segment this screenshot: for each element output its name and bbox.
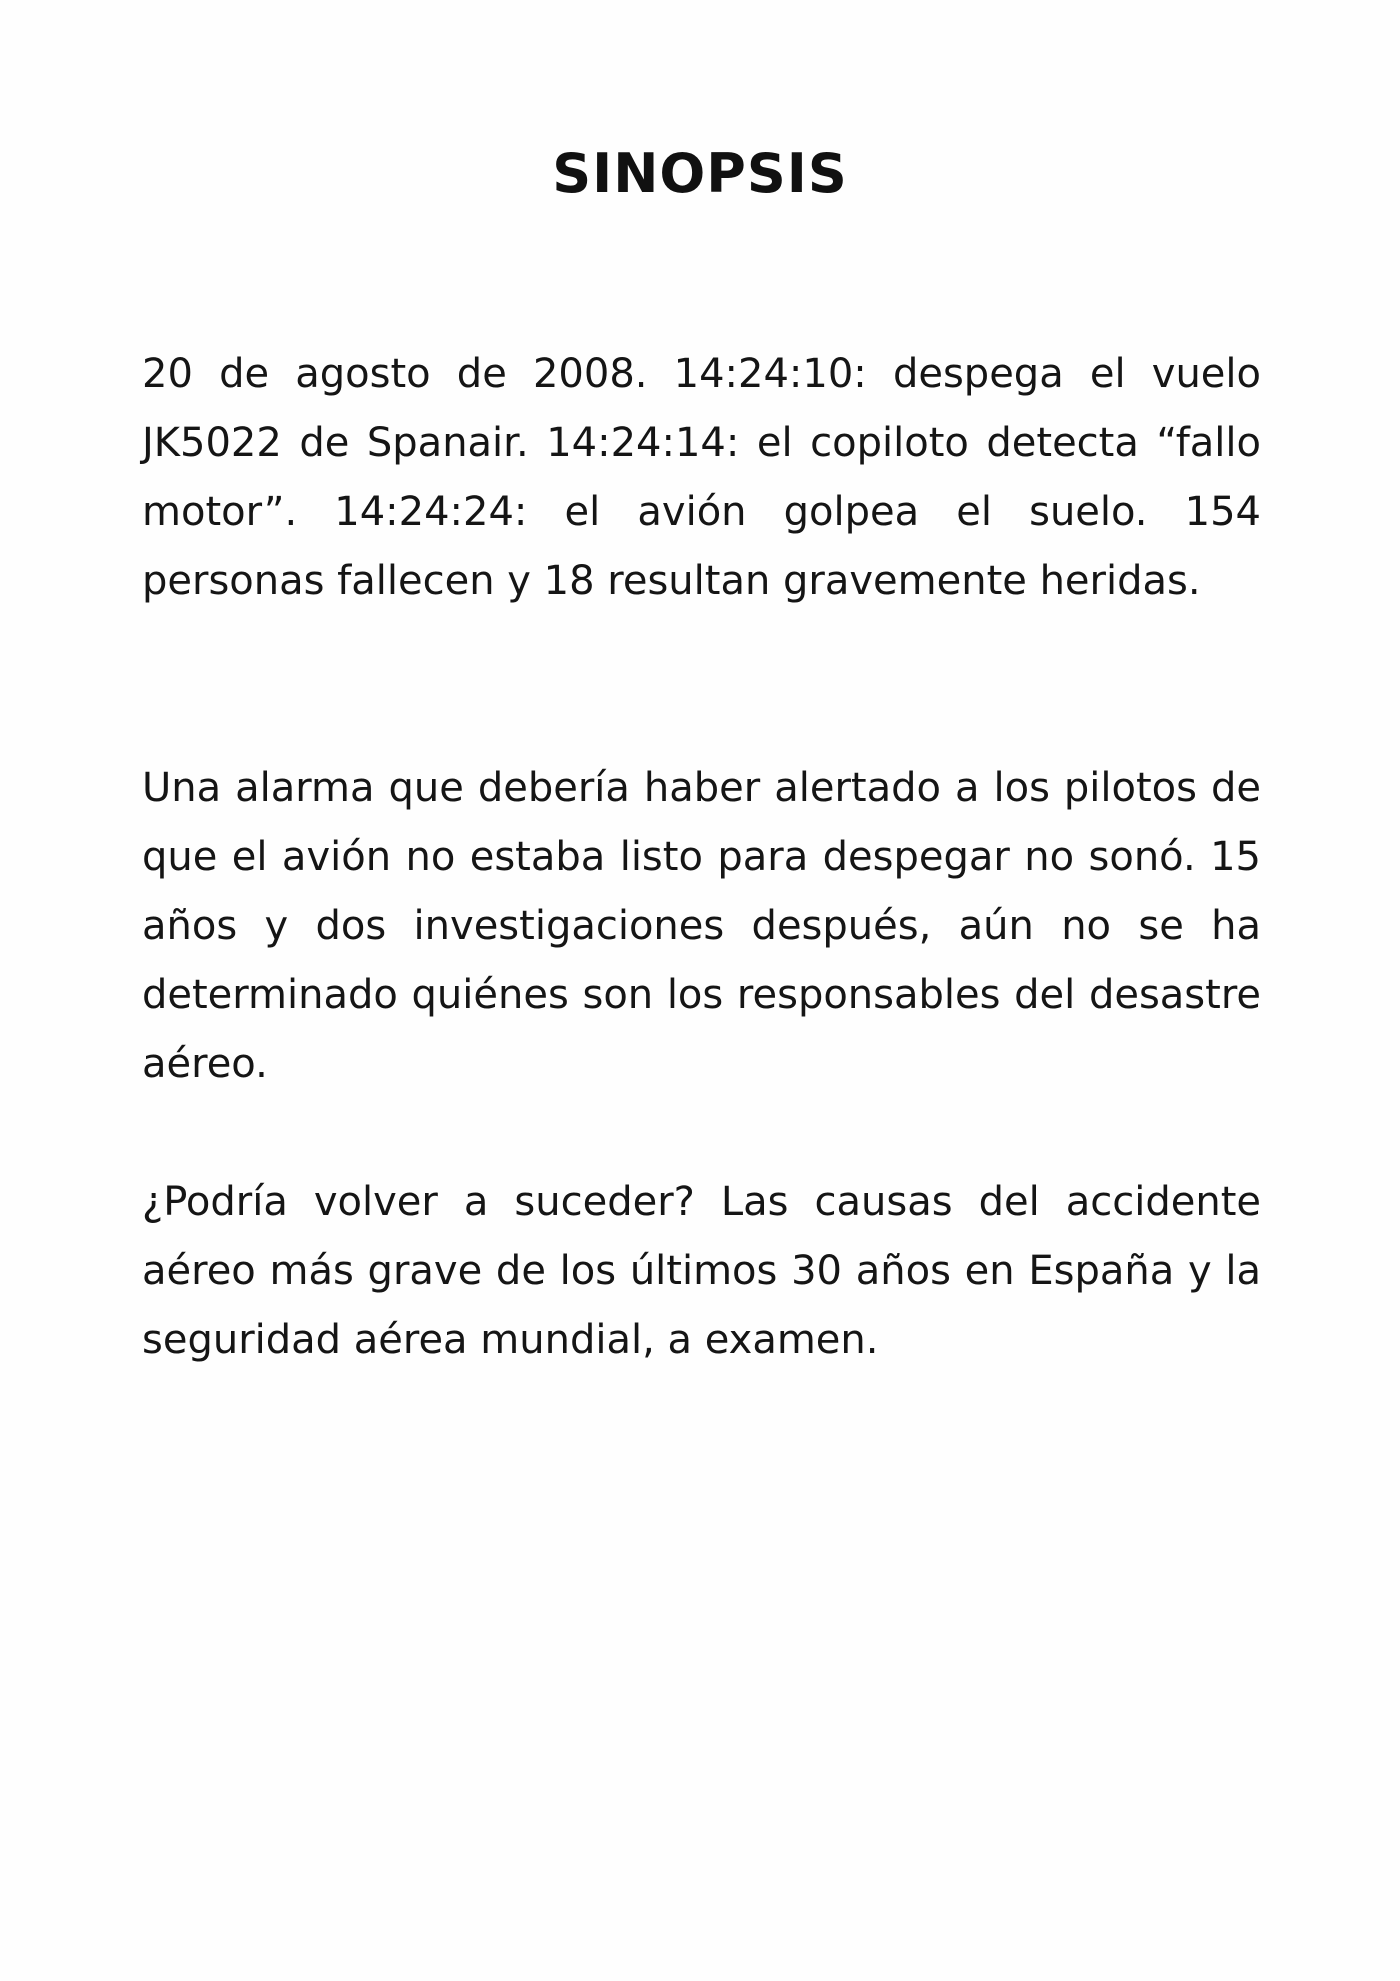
page-title: SINOPSIS [552, 142, 848, 205]
synopsis-paragraph-1: 20 de agosto de 2008. 14:24:10: despega el vuelo JK5022 de Spanair. 14:24:14: el copiloto detecta “fallo motor”. 14:24:24: el avión golpea el suelo. 154 personas fallecen y 18 resultan gravemente heridas. [142, 351, 1261, 604]
synopsis-paragraph-2: Una alarma que debería haber alertado a los pilotos de que el avión no estaba listo para despegar no sonó. 15 años y dos investigaciones después, aún no se ha determinado quiénes son los responsables del desastre aéreo. [142, 765, 1261, 1087]
synopsis-paragraph-3: ¿Podría volver a suceder? Las causas del accidente aéreo más grave de los últimos 30 años en España y la seguridad aérea mundial, a examen. [142, 1179, 1261, 1363]
